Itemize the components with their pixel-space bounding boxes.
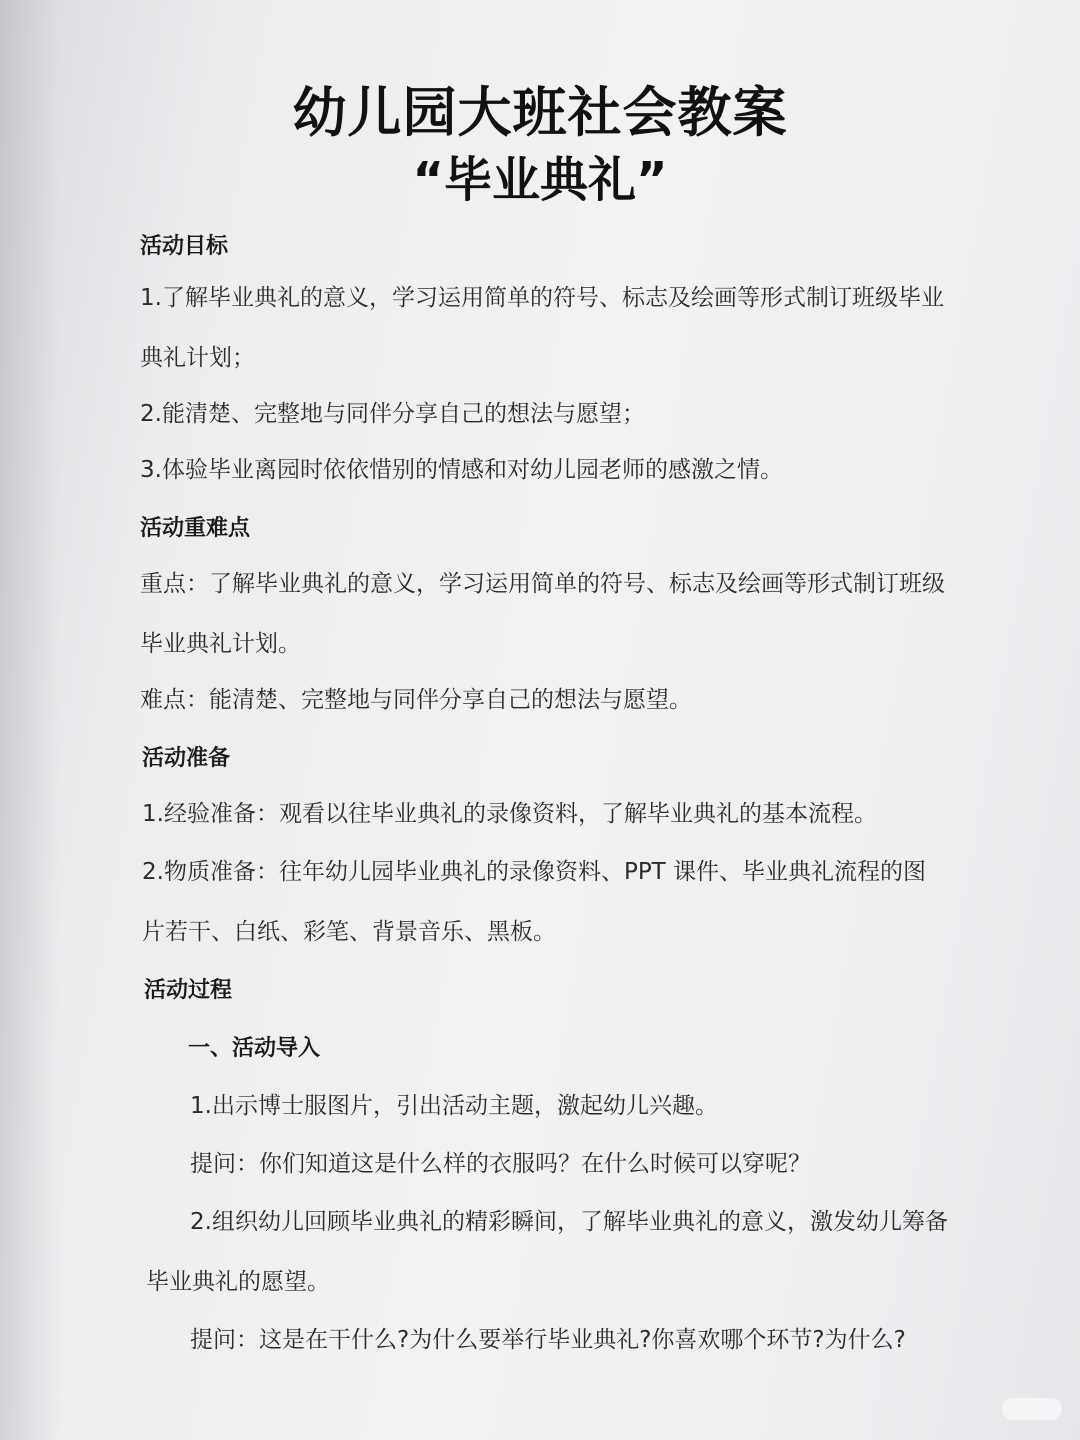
preparation-line: 片若干、白纸、彩笔、背景音乐、黑板。 (142, 919, 556, 945)
process-line: 2.组织幼儿回顾毕业典礼的精彩瞬间，了解毕业典礼的意义，激发幼儿筹备 (190, 1209, 948, 1235)
section-heading-process: 活动过程 (144, 978, 233, 1003)
process-line: 提问：这是在干什么?为什么要举行毕业典礼?你喜欢哪个环节?为什么? (190, 1327, 906, 1353)
process-line: 1.出示博士服图片，引出活动主题，激起幼儿兴趣。 (190, 1093, 718, 1119)
process-line: 毕业典礼的愿望。 (146, 1269, 330, 1295)
section-heading-goals: 活动目标 (140, 234, 229, 259)
key-points-line: 难点：能清楚、完整地与同伴分享自己的想法与愿望。 (140, 687, 692, 713)
section-heading-preparation: 活动准备 (142, 746, 231, 771)
goals-line: 2.能清楚、完整地与同伴分享自己的想法与愿望； (140, 401, 645, 427)
corner-watermark (1002, 1398, 1062, 1420)
preparation-line: 2.物质准备：往年幼儿园毕业典礼的录像资料、PPT 课件、毕业典礼流程的图 (142, 859, 927, 885)
goals-line: 典礼计划； (140, 345, 255, 371)
document-subtitle: “毕业典礼” (412, 152, 668, 208)
document-title: 幼儿园大班社会教案 (292, 81, 788, 144)
goals-line: 1.了解毕业典礼的意义，学习运用简单的符号、标志及绘画等形式制订班级毕业 (140, 285, 944, 311)
process-line: 提问：你们知道这是什么样的衣服吗？在什么时候可以穿呢？ (190, 1151, 811, 1177)
preparation-line: 1.经验准备：观看以往毕业典礼的录像资料，了解毕业典礼的基本流程。 (142, 801, 877, 827)
section-heading-key-points: 活动重难点 (140, 516, 251, 541)
key-points-line: 毕业典礼计划。 (140, 631, 301, 657)
page-shadow (0, 0, 60, 1440)
key-points-line: 重点：了解毕业典礼的意义，学习运用简单的符号、标志及绘画等形式制订班级 (140, 571, 945, 597)
goals-line: 3.体验毕业离园时依依惜别的情感和对幼儿园老师的感激之情。 (140, 457, 783, 483)
process-subheading: 一、活动导入 (188, 1036, 321, 1061)
